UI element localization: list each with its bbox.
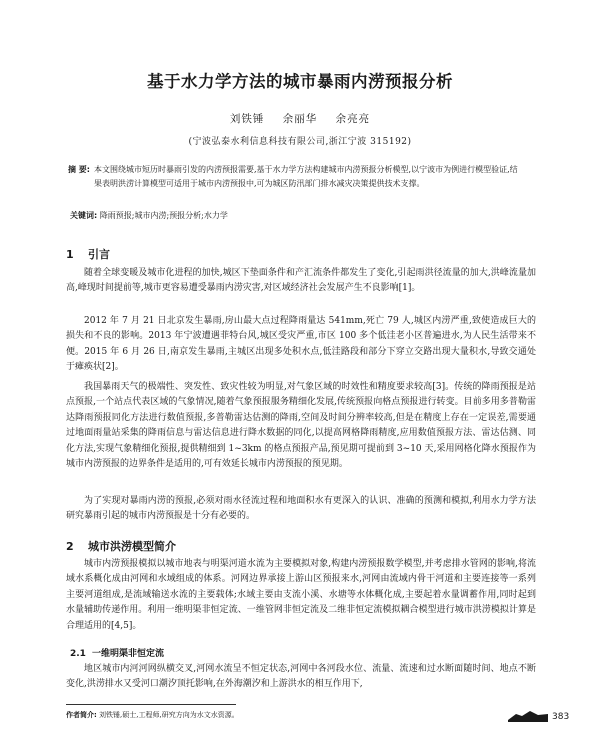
keywords-text: 降雨预报;城市内涝;预报分析;水力学 [99, 211, 228, 220]
section-number: 1 [66, 248, 74, 261]
subsection-number: 2.1 [70, 649, 86, 659]
paragraph: 随着全球变暖及城市化进程的加快,城区下垫面条件和产汇流条件都发生了变化,引起雨洪径流量的加大,洪峰流量加高,峰现时间提前等,城市更容易遭受暴雨内涝灾害,对区域经济社会发展产生不良影响[1]。 [66, 268, 536, 294]
authors: 刘铁锤 余丽华 余亮亮 [229, 113, 371, 125]
section-title: 城市洪涝模型简介 [88, 540, 176, 553]
section-number: 2 [66, 540, 74, 553]
paragraph: 我国暴雨天气的极端性、突发性、致灾性较为明显,对气象区域的时效性和精度要求较高[3]。传统的降雨预报是站点预报,一个站点代表区域的气象情况,随着气象预报服务精细化发展,传统预报向格点预报进行转变。目前多用多普勒雷达降雨预报同化方法进行数值预报,多普勒雷达估测的降雨,空间及时间分辨率较高,但是在精度上存在一定误差,需要通过地面雨量站采集的降雨信息与雷达信息进行降水数据的同化,以提高网格降雨精度,应用数值预报方法、雷达估测、同化方法,实现气象精细化预报,提供精细到 1~3km 的格点预报产品,预见期可提前到 3~10 天,采用网格化降水预报作为城市内涝预报的边界条件是适用的,可有效延长城市内涝预报的预见期。 [66, 382, 536, 470]
keywords-label: 关键词: [70, 211, 98, 220]
keywords [70, 210, 530, 222]
abstract-label: 摘 要: [68, 165, 90, 174]
page-number-block [508, 706, 588, 732]
abstract-text: 本文围绕城市短历时暴雨引发的内涝预报需要,基于水力学方法构建城市内涝预报分析模型,以宁波市为例进行模型验证,结果表明洪涝计算模型可适用于城市内涝预报中,可为城区防汛部门排水减灾决策提供技术支撑。 [94, 165, 518, 188]
page-ornament-icon [508, 710, 548, 724]
section-2-heading [66, 538, 176, 554]
paragraph: 地区城市内河河网纵横交叉,河网水流呈不恒定状态,河网中各河段水位、流量、流速和过水断面随时间、地点不断变化,洪涝排水又受河口潮汐顶托影响,在外海潮汐和上游洪水的相互作用下, [66, 664, 536, 690]
page-title: 基于水力学方法的城市暴雨内涝预报分析 [147, 72, 453, 91]
paragraph: 为了实现对暴雨内涝的预报,必须对雨水径流过程和地面积水有更深入的认识、准确的预测和模拟,利用水力学方法研究暴雨引起的城市内涝预报是十分有必要的。 [66, 496, 536, 522]
footnote-text: 刘铁锤,硕士,工程师,研究方向为水文水资源。 [99, 711, 239, 719]
affiliation: (宁波弘泰水利信息科技有限公司,浙江宁波 315192) [188, 137, 412, 147]
section-title: 引言 [88, 248, 110, 261]
subsection-2-1-heading [70, 646, 164, 659]
abstract [68, 163, 519, 191]
footnote [66, 710, 239, 720]
section-1-heading [66, 246, 110, 262]
paragraph: 2012 年 7 月 21 日北京发生暴雨,房山最大点过程降雨量达 541mm,死亡 79 人,城区内涝严重,致使造成巨大的损失和不良的影响。2013 年宁波遭遇菲特台风,城区受灾严重,市区 100 多个低洼老小区普遍进水,为人民生活带来不便。2015 年 6 月 26 日,南京发生暴雨,主城区出现多处积水点,低洼路段和部分下穿立交路出现大量积水,导致交通处于瘫痪状[2]。 [66, 316, 536, 373]
page-number: 383 [552, 712, 570, 722]
paragraph: 城市内涝预报模拟以城市地表与明渠河道水流为主要模拟对象,构建内涝预报数学模型,并考虑排水管网的影响,将流域水系概化成由河网和水域组成的体系。河网边界承接上游山区预报来水,河网由流域内骨干河道和主要连接等一系列主要河道组成,是流域输送水流的主要载体;水域主要由支流小溪、水塘等水体概化成,主要起着水量调蓄作用,同时起到水量辅助传递作用。利用一维明渠非恒定流、一维管网非恒定流及二维非恒定流模拟耦合模型进行城市洪涝模拟计算是合理适用的[4,5]。 [66, 559, 536, 631]
footnote-label: 作者简介: [66, 711, 97, 719]
subsection-title: 一维明渠非恒定流 [92, 649, 165, 659]
footnote-divider [66, 704, 236, 705]
